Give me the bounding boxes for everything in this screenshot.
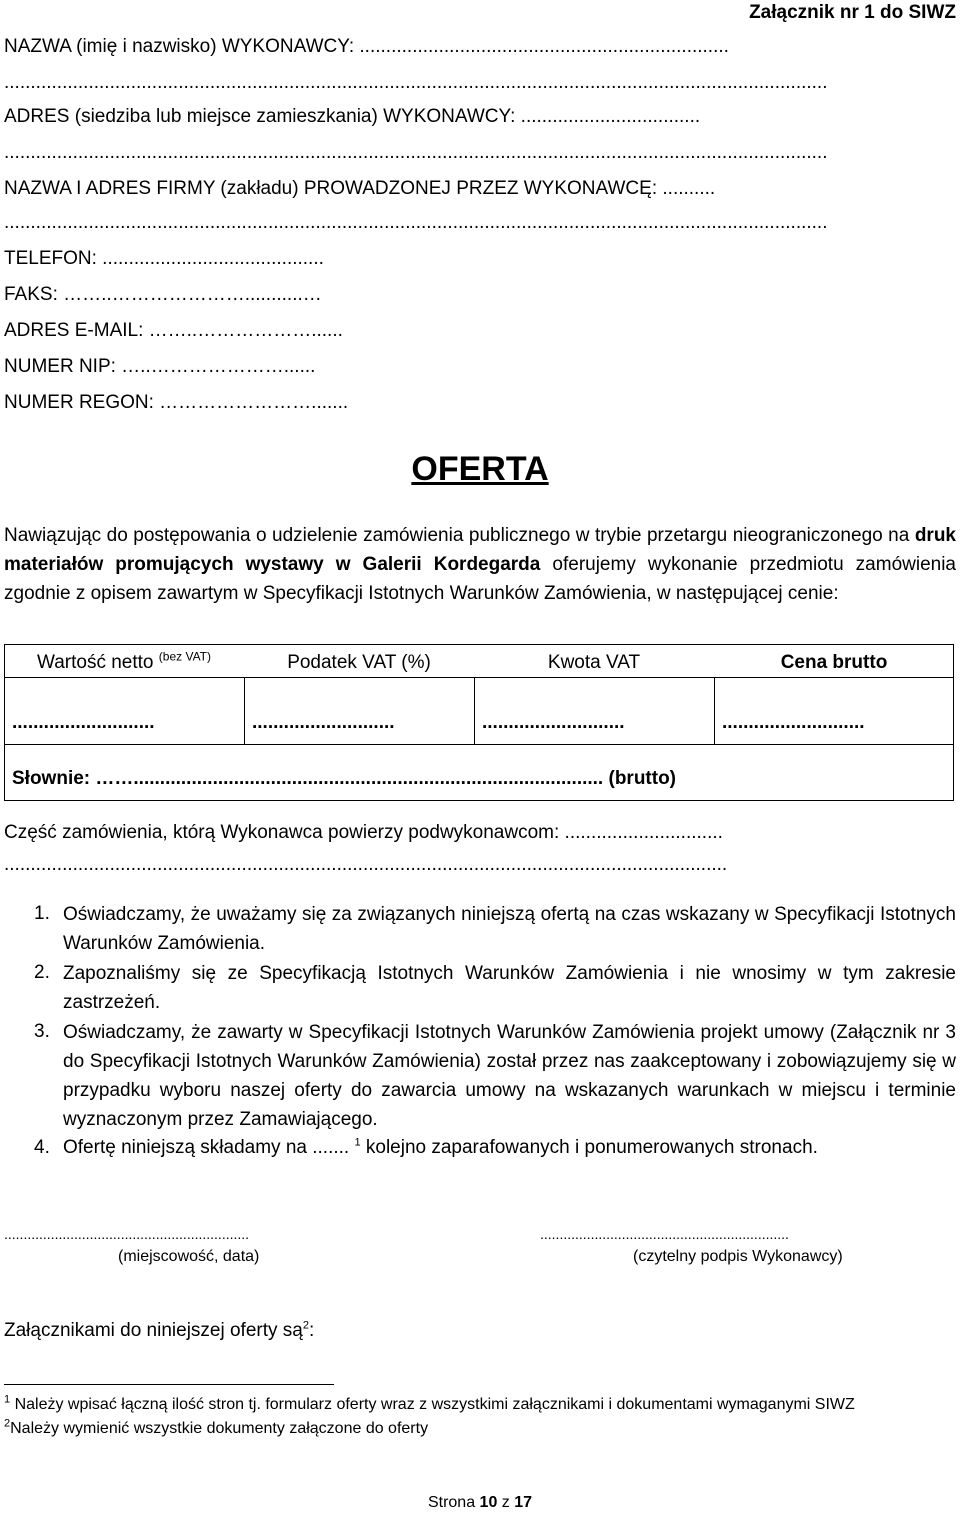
table-bottom-border xyxy=(4,800,954,801)
header-vat-rate: Podatek VAT (%) xyxy=(287,652,431,673)
gross-price-cell: ........................... xyxy=(722,712,865,733)
attachments-label: Załącznikami do niniejszej oferty $są^2$: xyxy=(4,1319,315,1341)
table-top-border xyxy=(4,644,954,645)
page-number: Strona 10 z 17 xyxy=(427,1494,533,1511)
offer-intro-text-1: Nawiązując do postępowania o udzielenie zamówienia publicznego w trybie przetargu nieograniczonego na xyxy=(4,525,915,546)
annex-label: Załącznik nr 1 do SIWZ xyxy=(749,2,956,23)
declaration-2-num: 2. xyxy=(34,962,50,983)
declaration-1-text: Oświadczamy, że uważamy się za związanych niniejszą ofertą na czas wskazany w Specyfikacji Istotnych Warunków Zamówienia. xyxy=(63,904,956,954)
table-right-border xyxy=(953,644,954,800)
subcontract-dots: ......................................................................................................................................... xyxy=(4,854,728,875)
phone-field: TELEFON: .......................................... xyxy=(4,248,324,269)
footnote-1: $^1$ Należy wpisać łączną ilość stron tj. formularz oferty wraz z wszystkimi załącznikami i dokumentami wymaganymi SIWZ xyxy=(4,1393,855,1413)
offer-intro xyxy=(4,521,956,608)
declaration-3-num: 3. xyxy=(34,1021,50,1042)
contractor-name-field: NAZWA (imię i nazwisko) WYKONAWCY: ...................................................................... xyxy=(4,36,729,57)
offer-title: OFERTA xyxy=(411,450,549,488)
declaration-4-text: Ofertę niniejszą składamy na ....... $^1$ kolejno zaparafowanych i ponumerowanych stronach. xyxy=(63,1136,818,1158)
footnote-separator xyxy=(4,1384,334,1385)
fax-field: FAKS: ……..…………………...........… xyxy=(4,284,322,305)
net-value-cell: ........................... xyxy=(12,712,155,733)
table-col-divider-2 xyxy=(474,677,475,744)
offer-intro-subject: druk materiałów promujących wystawy w Galerii Kordegarda xyxy=(4,525,956,575)
declaration-2-text: Zapoznaliśmy się ze Specyfikacją Istotnych Warunków Zamówienia i nie wnosimy w tym zakresie zastrzeżeń. xyxy=(63,963,956,1013)
contractor-address-field: ADRES (siedziba lub miejsce zamieszkania) WYKONAWCY: .................................. xyxy=(4,106,701,127)
regon-field: NUMER REGON: ……………………....... xyxy=(4,392,349,413)
amount-in-words: Słownie: ……......................................................................................... (brutto) xyxy=(12,768,677,789)
nip-field: NUMER NIP: …..…………………...... xyxy=(4,356,316,377)
footnote-2: $^2$Należy wymienić wszystkie dokumenty załączone do oferty xyxy=(4,1417,429,1437)
vat-rate-cell: ........................... xyxy=(252,712,395,733)
header-vat-amount: Kwota VAT xyxy=(547,652,641,673)
vat-amount-cell: ........................... xyxy=(482,712,625,733)
signature-dots: ................................................................ xyxy=(540,1226,789,1242)
place-date-dots: ............................................................... xyxy=(4,1226,250,1242)
contractor-name-dots: ............................................................................................................................................................ xyxy=(4,72,828,93)
email-field: ADRES E-MAIL: ……..………………...... xyxy=(4,320,343,341)
table-col-divider-3 xyxy=(714,677,715,744)
contractor-address-dots: ............................................................................................................................................................ xyxy=(4,142,828,163)
table-row-border xyxy=(4,744,954,745)
table-left-border xyxy=(4,644,5,744)
signature-label: (czytelny podpis Wykonawcy) xyxy=(633,1248,843,1265)
table-col-divider-1 xyxy=(244,677,245,744)
company-name-address-dots: ............................................................................................................................................................ xyxy=(4,212,828,233)
header-net-value: Wartość netto $^{(bez VAT)}$ xyxy=(36,649,212,673)
header-gross-price: Cena brutto xyxy=(780,652,888,673)
declaration-4-num: 4. xyxy=(34,1137,50,1158)
table-words-left-border xyxy=(4,744,5,800)
subcontract-field: Część zamówienia, którą Wykonawca powierzy podwykonawcom: .............................. xyxy=(4,822,723,843)
offer-intro-text-2: oferujemy wykonanie przedmiotu zamówienia zgodnie z opisem zawartym w Specyfikacji Istotnych Warunków Zamówienia, w następującej cenie: xyxy=(4,554,956,604)
company-name-address-field: NAZWA I ADRES FIRMY (zakładu) PROWADZONEJ PRZEZ WYKONAWCĘ: .......... xyxy=(4,178,716,199)
declaration-1-num: 1. xyxy=(34,903,50,924)
table-header-border xyxy=(4,677,954,678)
declaration-3-text: Oświadczamy, że zawarty w Specyfikacji Istotnych Warunków Zamówienia projekt umowy (Załącznik nr 3 do Specyfikacji Istotnych Warunków Zamówienia) został przez nas zaakceptowany i zobowiązujemy się w przypadku wyboru naszej oferty do zawarcia umowy na wskazanych warunkach w miejscu i terminie wyznaczonym przez Zamawiającego. xyxy=(63,1022,956,1130)
place-date-label: (miejscowość, data) xyxy=(118,1248,260,1265)
